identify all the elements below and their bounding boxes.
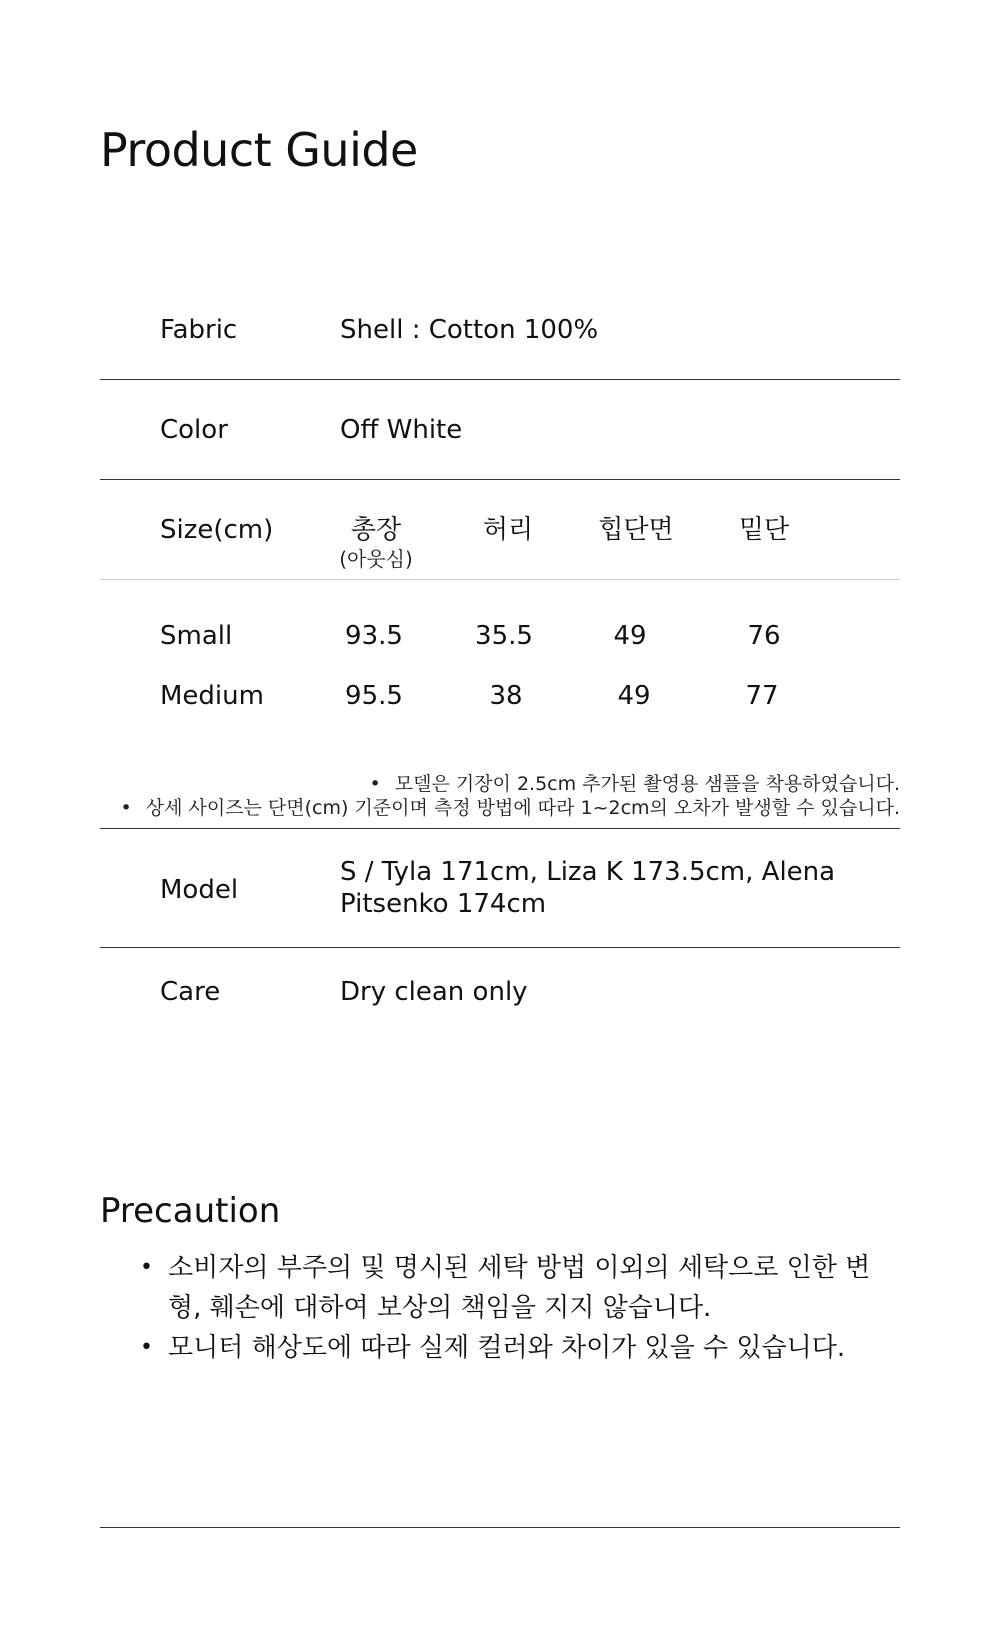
precaution-list <box>140 1248 900 1368</box>
divider <box>100 579 900 580</box>
page-title: Product Guide <box>100 123 418 177</box>
divider <box>100 479 900 480</box>
care-value: Dry clean only <box>340 977 528 1007</box>
size-cell: 76 <box>747 621 781 651</box>
precaution-item: • 모니터 해상도에 따라 실제 컬러와 차이가 있을 수 있습니다. <box>140 1328 900 1368</box>
bullet-icon: • <box>120 797 132 819</box>
size-cell: 93.5 <box>345 621 403 651</box>
divider <box>100 947 900 948</box>
divider <box>100 379 900 380</box>
size-header-length: 총장 <box>350 515 402 545</box>
size-header-hip: 힙단면 <box>598 515 674 545</box>
model-label: Model <box>160 875 239 905</box>
precaution-item: • 소비자의 부주의 및 명시된 세탁 방법 이외의 세탁으로 인한 변형, 훼손에 대하여 보상의 책임을 지지 않습니다. <box>140 1248 900 1328</box>
size-label: Size(cm) <box>160 515 274 545</box>
fabric-label: Fabric <box>160 315 238 345</box>
size-note <box>370 772 900 796</box>
precaution-title: Precaution <box>100 1191 281 1231</box>
size-note-text: 상세 사이즈는 단면(cm) 기준이며 측정 방법에 따라 1~2cm의 오차가 발생할 수 있습니다. <box>145 797 900 819</box>
bullet-icon: • <box>369 773 381 795</box>
color-label: Color <box>160 415 228 445</box>
size-row-medium-name: Medium <box>160 681 264 711</box>
size-row-small-name: Small <box>160 621 233 651</box>
size-cell: 49 <box>613 621 647 651</box>
size-cell: 49 <box>617 681 651 711</box>
size-note-text: 모델은 기장이 2.5cm 추가된 촬영용 샘플을 착용하였습니다. <box>394 773 900 795</box>
care-label: Care <box>160 977 221 1007</box>
size-cell: 95.5 <box>345 681 403 711</box>
size-cell: 35.5 <box>475 621 533 651</box>
model-value: S / Tyla 171cm, Liza K 173.5cm, Alena Pitsenko 174cm <box>340 857 836 919</box>
divider <box>100 828 900 829</box>
bottom-divider <box>100 1527 900 1528</box>
size-header-hem: 밑단 <box>738 515 790 545</box>
size-cell: 38 <box>489 681 523 711</box>
size-cell: 77 <box>745 681 779 711</box>
size-header-length-sub: (아웃심) <box>339 547 413 571</box>
size-header-waist: 허리 <box>482 515 534 545</box>
color-value: Off White <box>340 415 463 445</box>
fabric-value: Shell : Cotton 100% <box>340 315 599 345</box>
size-note <box>121 796 901 820</box>
